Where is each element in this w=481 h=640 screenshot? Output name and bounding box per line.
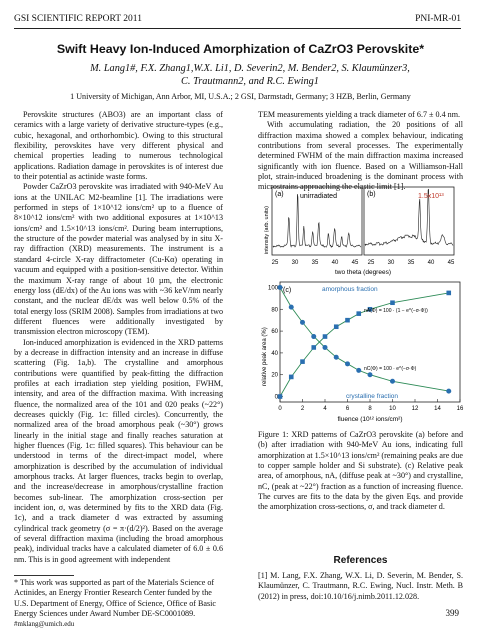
x-tick-label: 12 (411, 406, 419, 412)
crystalline-data-point (323, 345, 328, 350)
amorphous-equation: nA(Φ) = 100 · (1 − e^(−σ·Φ)) (364, 308, 428, 314)
amorphous-data-point (300, 359, 305, 364)
paper-title: Swift Heavy Ion-Induced Amorphization of CaZrO3 Perovskite* (56, 42, 425, 56)
xrd-tick-labels (272, 260, 455, 266)
xrd-x-axis-label: two theta (degrees) (334, 269, 392, 276)
amorphous-data-point (390, 300, 395, 305)
panel-c-x-axis-label: fluence (10¹² ions/cm²) (337, 416, 403, 423)
author-line-2: C. Trautmann2, and R.C. Ewing1 (181, 76, 319, 87)
x-tick-label: 0 (278, 406, 282, 412)
amorphous-fraction-label: amorphous fraction (322, 286, 378, 293)
y-tick-label: 80 (271, 307, 278, 314)
amorphous-data-point (323, 334, 328, 339)
amorphous-data-point (345, 318, 350, 323)
panel-c-frame (280, 282, 460, 402)
footnote-rule (14, 575, 74, 576)
figure-caption: Figure 1: XRD patterns of CaZrO3 perovskite (a) before and (b) after irradiation with 940-MeV Au ions, indicating full amorphization at 1.5×10^13 ions/cm² (remaining peaks are due to copper sample holder and Si substrate). (c) Relative peak area, of amorphous, nA, (diffuse peak at ~30°) and crystalline, nC, (peak at ~22°) fraction as a function of increasing fluence. The curves are fits to the data by the given Eqs. and provide the amorphization cross-sections, σ, and track diameter d. (258, 430, 463, 512)
y-tick-label: 20 (271, 372, 278, 379)
panel-c-y-axis-label: relative peak area (%) (262, 327, 268, 386)
xrd-pattern-unirradiated (273, 194, 361, 247)
paragraph-results: Ion-induced amorphization is evidenced in the XRD patterns by a decrease in diffraction intensity and an increase in diffuse scattering (Fig. 1a,b). The crystalline and amorphous contributions were quantified by peak-fitting the diffraction profiles at each irradiation step yielding position, FWHM, intensity, and area of the diffraction maxima. With increasing fluence, the normalized area of the 101 and 020 peaks (~22°) decreases quickly (Fig. 1c: filled circles). Concurrently, the normalized area of the broad amorphous peak (~30°) grows linearly in the initial stage and finally reaches saturation at higher fluences (Fig. 1c: filled squares). This behaviour can be understood in terms of the direct-impact model, where amorphization is described by the accumulation of individual amorphous tracks. At larger fluences, tracks begin to overlap, and the increase/decrease in amorphous/crystalline fraction becomes sub-linear. The amorphization cross-section per incident ion, σ, was determined by fits to the XRD data (Fig. 1c), and a track diameter d was extracted by assuming cylindrical track geometry (σ = π·(d/2)²). Based on the average of several diffraction maxima (including the broad amorphous peak), individual tracks have a calculated diameter of 6.0 ± 0.6 nm. This is in good agreement with independent (14, 337, 223, 564)
crystalline-fit-curve (280, 288, 449, 392)
amorphous-data-point (446, 291, 451, 296)
header-rule (14, 28, 461, 29)
crystalline-data-point (368, 372, 373, 377)
affiliations: 1 University of Michigan, Ann Arbor, MI, U.S.A.; 2 GSI, Darmstadt, Germany; 3 HZB, Berlin, Germany (70, 92, 411, 101)
x-tick-label: 2 (300, 406, 305, 412)
crystalline-data-point (289, 305, 294, 310)
x-tick-label: 10 (389, 406, 396, 412)
crystalline-data-point (356, 368, 361, 373)
panel-a-annotation: unirradiated (300, 193, 337, 200)
xrd-b-tick-label: 35 (407, 260, 415, 266)
xrd-b-tick-label: 30 (387, 260, 395, 266)
author-line-1: M. Lang1#, F.X. Zhang1,W.X. Li1, D. Severin2, M. Bender2, S. Klaumünzer3, (90, 63, 410, 74)
xrd-a-tick-label: 45 (351, 260, 359, 266)
page-number: 399 (445, 608, 459, 618)
running-header-right: PNI-MR-01 (415, 14, 461, 24)
amorphous-data-point (356, 311, 361, 316)
footnote (14, 578, 223, 629)
crystalline-equation: nC(Φ) = 100 · e^(−σ·Φ) (364, 366, 417, 372)
crystalline-fraction-label: crystalline fraction (346, 393, 399, 400)
amorphous-data-point (334, 324, 339, 329)
paragraph-methods: Powder CaZrO3 perovskite was irradiated with 940-MeV Au ions at the UNILAC M2-beamline [1]. The irradiations were performed in steps of 1×10^12 ions/cm² up to a fluence of 8×10^12 ions/cm² with two additional exposures at 1×10^13 ions/cm² and 1.5×10^13 ions/cm². During beam interruptions, the structure of the powder material was analysed by in situ X-ray diffraction (XRD) measurements. The instrument is a standard 4-circle X-ray diffractometer (Cu-Kα) operating in vacuum and equipped with a position-sensitive detector. Within the maximum X-ray range of about 10 µm, the electronic energy loss (dE/dx) of the Au ions was with ~36 keV/nm nearly constant, and the nuclear dE/dx was well below 0.5% of the total energy loss (SRIM 2008). Samples from irradiations at two different fluences were additionally investigated by transmission electron microscopy (TEM). (14, 182, 223, 337)
x-tick-label: 8 (368, 406, 372, 412)
amorphous-data-point (278, 394, 283, 399)
panel-a-label: (a) (275, 191, 284, 198)
panel-c-label: (c) (283, 287, 292, 294)
y-tick-label: 0 (274, 394, 278, 401)
references-heading: References (333, 555, 388, 566)
xrd-b-tick-label: 25 (367, 260, 375, 266)
right-column (258, 110, 463, 193)
paragraph-fwhm: With accumulating radiation, the 20 positions of all diffraction maxima showed a complex behaviour, indicating contributions from several processes. The experimentally determined FWHM of the main diffraction maxima increased significantly with ion fluence. Based on a Williamson-Hall plot, strain-induced broadening is the dominant process with microstrains approaching the elastic limit [1]. (258, 120, 463, 192)
figure-1-svg (258, 186, 464, 424)
y-tick-label: 40 (271, 350, 278, 357)
crystalline-data-point (278, 285, 283, 290)
xrd-b-tick-label: 40 (427, 260, 435, 266)
footnote-email: #mklang@umich.edu (14, 620, 75, 629)
crystalline-data-point (345, 361, 350, 366)
xrd-a-tick-label: 35 (311, 260, 319, 266)
y-tick-label: 100 (267, 285, 278, 292)
paragraph-intro: Perovskite structures (ABO3) are an important class of ceramics with a large variety of derivative structure-types (e.g., cubic, hexagonal, and orthorhombic). Owing to this structural flexibility, perovskites have very different physical and chemical properties leading to numerous technological applications. Radiation damage in perovskites is of interest due to their potential as actinide waste forms. (14, 110, 223, 182)
left-column (14, 110, 223, 565)
xrd-a-tick-label: 25 (271, 260, 279, 266)
crystalline-data-point (446, 389, 451, 394)
panel-c-data-points (278, 285, 452, 399)
xrd-a-tick-label: 40 (331, 260, 339, 266)
figure-1 (258, 186, 464, 424)
running-header-left: GSI SCIENTIFIC REPORT 2011 (14, 14, 142, 24)
x-tick-label: 16 (456, 406, 464, 412)
footnote-text: * This work was supported as part of the Materials Science of Actinides, an Energy Frontier Research Center funded by the U.S. Department of Energy, Office of Science, Office of Basic Energy Sciences under Award Number DE-SC0001089. (14, 578, 216, 618)
author-list (60, 62, 440, 88)
x-tick-label: 14 (434, 406, 441, 412)
panel-b-annotation: 1.5x10¹³ (418, 193, 444, 200)
xrd-y-axis-label: intensity (arb. units) (264, 206, 270, 254)
amorphous-data-point (311, 345, 316, 350)
x-tick-label: 6 (345, 406, 350, 412)
crystalline-data-point (334, 355, 339, 360)
y-tick-label: 60 (271, 329, 278, 336)
x-tick-label: 4 (323, 406, 327, 412)
reference-1: [1] M. Lang, F.X. Zhang, W.X. Li, D. Severin, M. Bender, S. Klaumünzer, C. Trautmann, R.C. Ewing, Nucl. Instr. Meth. B (2012) in press, doi:10.10/16/j.nimb.2011.12.028. (258, 571, 463, 601)
crystalline-data-point (390, 379, 395, 384)
paragraph-tem: TEM measurements yielding a track diameter of 6.7 ± 0.4 nm. (258, 110, 461, 119)
panel-b-label: (b) (367, 191, 376, 198)
crystalline-data-point (300, 320, 305, 325)
xrd-a-tick-label: 30 (291, 260, 299, 266)
crystalline-data-point (311, 334, 316, 339)
amorphous-data-point (289, 375, 294, 380)
xrd-b-tick-label: 45 (447, 260, 455, 266)
